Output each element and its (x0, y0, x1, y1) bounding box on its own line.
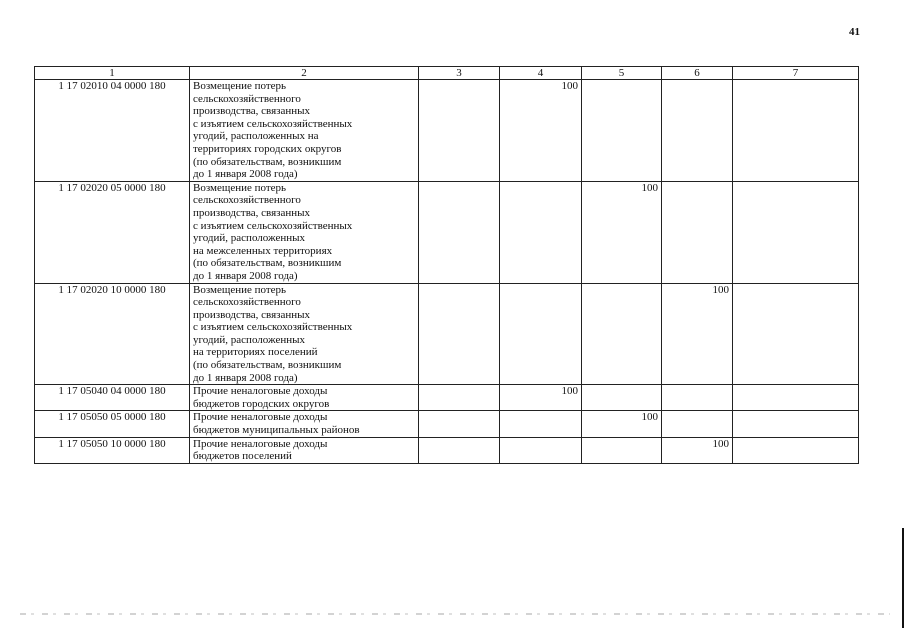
col5-cell (582, 437, 662, 463)
revenue-code-cell: 1 17 05050 10 0000 180 (35, 437, 190, 463)
col3-cell (419, 181, 500, 283)
description-cell: Прочие неналоговые доходы бюджетов поселений (190, 437, 419, 463)
table-row (35, 411, 859, 437)
col3-cell (419, 283, 500, 385)
col6-cell: 100 (662, 283, 733, 385)
table-body (35, 80, 859, 464)
col3-cell (419, 80, 500, 182)
col7-cell (733, 385, 859, 411)
col3-cell (419, 437, 500, 463)
description-cell: Прочие неналоговые доходы бюджетов городских округов (190, 385, 419, 411)
col7-cell (733, 80, 859, 182)
scan-edge-mark (902, 528, 904, 628)
table-row (35, 385, 859, 411)
col4-cell (500, 437, 582, 463)
col5-cell (582, 283, 662, 385)
col5-cell: 100 (582, 181, 662, 283)
revenue-code-cell: 1 17 02020 05 0000 180 (35, 181, 190, 283)
col4-cell (500, 283, 582, 385)
table-row (35, 80, 859, 182)
col4-cell (500, 181, 582, 283)
col4-cell: 100 (500, 80, 582, 182)
col3-cell (419, 411, 500, 437)
column-header: 1 (35, 67, 190, 80)
col6-cell (662, 411, 733, 437)
table-row (35, 283, 859, 385)
description-cell: Возмещение потерь сельскохозяйственного производства, связанных с изъятием сельскохозяйственных угодий, расположенных на территориях городских округов (по обязательствам, возникшим до 1 января 2008 года) (190, 80, 419, 182)
col7-cell (733, 437, 859, 463)
column-header: 2 (190, 67, 419, 80)
column-header: 3 (419, 67, 500, 80)
table-header (35, 67, 859, 80)
col3-cell (419, 385, 500, 411)
col6-cell (662, 181, 733, 283)
column-header: 7 (733, 67, 859, 80)
revenue-code-cell: 1 17 05050 05 0000 180 (35, 411, 190, 437)
column-header: 5 (582, 67, 662, 80)
col6-cell (662, 385, 733, 411)
column-header: 6 (662, 67, 733, 80)
column-header: 4 (500, 67, 582, 80)
col7-cell (733, 411, 859, 437)
scan-artifact-line (20, 613, 890, 615)
col6-cell (662, 80, 733, 182)
col5-cell (582, 385, 662, 411)
col4-cell (500, 411, 582, 437)
col4-cell: 100 (500, 385, 582, 411)
revenue-code-cell: 1 17 02010 04 0000 180 (35, 80, 190, 182)
table-row (35, 181, 859, 283)
description-cell: Возмещение потерь сельскохозяйственного производства, связанных с изъятием сельскохозяйственных угодий, расположенных на межселенных территориях (по обязательствам, возникшим до 1 января 2008 года) (190, 181, 419, 283)
description-cell: Возмещение потерь сельскохозяйственного производства, связанных с изъятием сельскохозяйственных угодий, расположенных на территориях поселений (по обязательствам, возникшим до 1 января 2008 года) (190, 283, 419, 385)
col6-cell: 100 (662, 437, 733, 463)
col5-cell: 100 (582, 411, 662, 437)
header-row (35, 67, 859, 80)
col7-cell (733, 181, 859, 283)
col5-cell (582, 80, 662, 182)
description-cell: Прочие неналоговые доходы бюджетов муниципальных районов (190, 411, 419, 437)
col7-cell (733, 283, 859, 385)
budget-table (34, 66, 859, 464)
revenue-code-cell: 1 17 05040 04 0000 180 (35, 385, 190, 411)
page-number: 41 (849, 26, 860, 38)
revenue-code-cell: 1 17 02020 10 0000 180 (35, 283, 190, 385)
table-row (35, 437, 859, 463)
